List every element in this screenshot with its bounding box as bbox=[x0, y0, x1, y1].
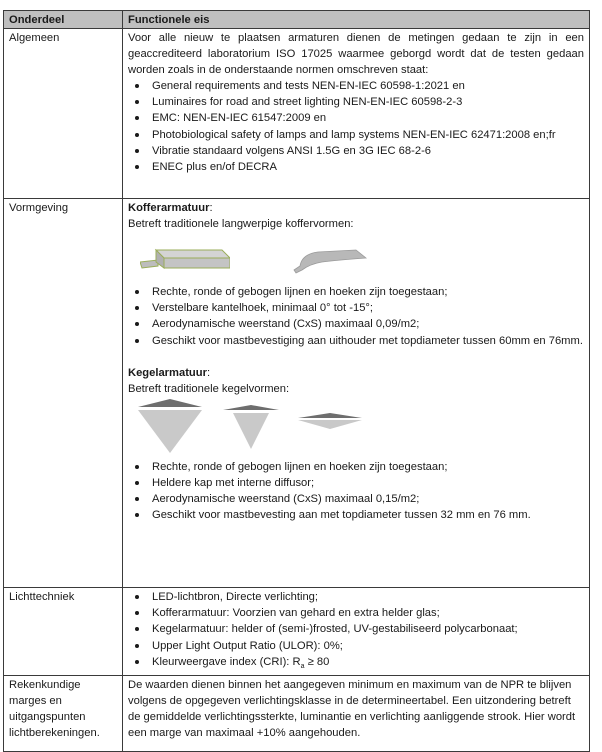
kofferarmatuur-figures bbox=[128, 232, 584, 284]
row-content bbox=[123, 588, 590, 676]
list-item: Kofferarmatuur: Voorzien van gehard en extra helder glas; bbox=[152, 605, 584, 621]
section-subtitle: Betreft traditionele langwerpige koffervormen: bbox=[128, 218, 354, 230]
row-content bbox=[123, 199, 590, 588]
table-header-row bbox=[4, 11, 590, 29]
list-item: Geschikt voor mastbevestiging aan uithouder met topdiameter tussen 60mm en 76mm. bbox=[152, 333, 584, 349]
box-luminaire-image bbox=[140, 240, 230, 280]
list-item: Aerodynamische weerstand (CxS) maximaal 0,09/m2; bbox=[152, 316, 584, 332]
section-subtitle: Betreft traditionele kegelvormen: bbox=[128, 382, 290, 395]
list-item: EMC: NEN-EN-IEC 61547:2009 en bbox=[152, 110, 584, 126]
table-row-vormgeving bbox=[4, 199, 590, 588]
header-onderdeel: Onderdeel bbox=[4, 11, 123, 29]
kegelarmatuur-figures bbox=[128, 397, 584, 459]
list-item: Aerodynamische weerstand (CxS) maximaal 0,15/m2; bbox=[152, 491, 584, 507]
row-label: Rekenkundige marges en uitgangspunten lichtberekeningen. bbox=[4, 676, 123, 752]
row-label: Algemeen bbox=[4, 29, 123, 199]
intro-text: Voor alle nieuw te plaatsen armaturen dienen de metingen gedaan te zijn in een geaccrediteerd laboratorium ISO 17025 waarmee geborgd wordt dat de testen gedaan worden zoals in de onderstaande normen omschreven staat: bbox=[128, 32, 584, 76]
list-item: Upper Light Output Ratio (ULOR): 0%; bbox=[152, 638, 584, 654]
list-item: Heldere kap met interne diffusor; bbox=[152, 475, 584, 491]
cone-medium-image bbox=[223, 405, 279, 451]
list-item: LED-lichtbron, Directe verlichting; bbox=[152, 589, 584, 605]
row-content: De waarden dienen binnen het aangegeven minimum en maximum van de NPR te blijven volgens de opgegeven verlichtingsklasse in de determineertabel. Een uitzondering betreft de gemiddelde verlichtingssterkte, luminantie en verlichting aanliggende strook. Hier wordt een marge van maximaal +10% aangehouden. bbox=[123, 676, 590, 752]
table-row-algemeen bbox=[4, 29, 590, 199]
list-item-cri: Kleurweergave index (CRI): $R_a \ge 80$ bbox=[152, 654, 584, 675]
row-content bbox=[123, 29, 590, 199]
lichttechniek-list bbox=[128, 589, 584, 675]
row-label: Vormgeving bbox=[4, 199, 123, 588]
list-item: Vibratie standaard volgens ANSI 1.5G en 3G IEC 68-2-6 bbox=[152, 143, 584, 159]
header-functionele-eis: Functionele eis bbox=[123, 11, 590, 29]
table-row-lichttechniek bbox=[4, 588, 590, 676]
cone-large-image bbox=[138, 399, 202, 455]
list-item: Kegelarmatuur: helder of (semi-)frosted, UV-gestabiliseerd polycarbonaat; bbox=[152, 621, 584, 637]
list-item: Luminaires for road and street lighting NEN-EN-IEC 60598-2-3 bbox=[152, 94, 584, 110]
requirements-table bbox=[3, 10, 590, 752]
cone-flat-image bbox=[298, 413, 362, 437]
norms-list bbox=[128, 78, 584, 175]
list-item: Geschikt voor mastbevesting aan met topdiameter tussen 32 mm en 76 mm. bbox=[152, 507, 584, 523]
list-item: Rechte, ronde of gebogen lijnen en hoeken zijn toegestaan; bbox=[152, 459, 584, 475]
section-title: Kofferarmatuur: bbox=[128, 202, 213, 214]
list-item: ENEC plus en/of DECRA bbox=[152, 159, 584, 175]
list-item: Verstelbare kantelhoek, minimaal 0° tot -15°; bbox=[152, 300, 584, 316]
row-label: Lichttechniek bbox=[4, 588, 123, 676]
list-item: Photobiological safety of lamps and lamp systems NEN-EN-IEC 62471:2008 en;fr bbox=[152, 127, 584, 143]
list-item: Rechte, ronde of gebogen lijnen en hoeken zijn toegestaan; bbox=[152, 284, 584, 300]
list-item: General requirements and tests NEN-EN-IEC 60598-1:2021 en bbox=[152, 78, 584, 94]
curved-luminaire-image bbox=[288, 240, 368, 280]
table-row-rekenkundige-marges bbox=[4, 676, 590, 752]
kofferarmatuur-list bbox=[128, 284, 584, 349]
section-title: Kegelarmatuur: bbox=[128, 366, 211, 379]
kegelarmatuur-list bbox=[128, 459, 584, 524]
